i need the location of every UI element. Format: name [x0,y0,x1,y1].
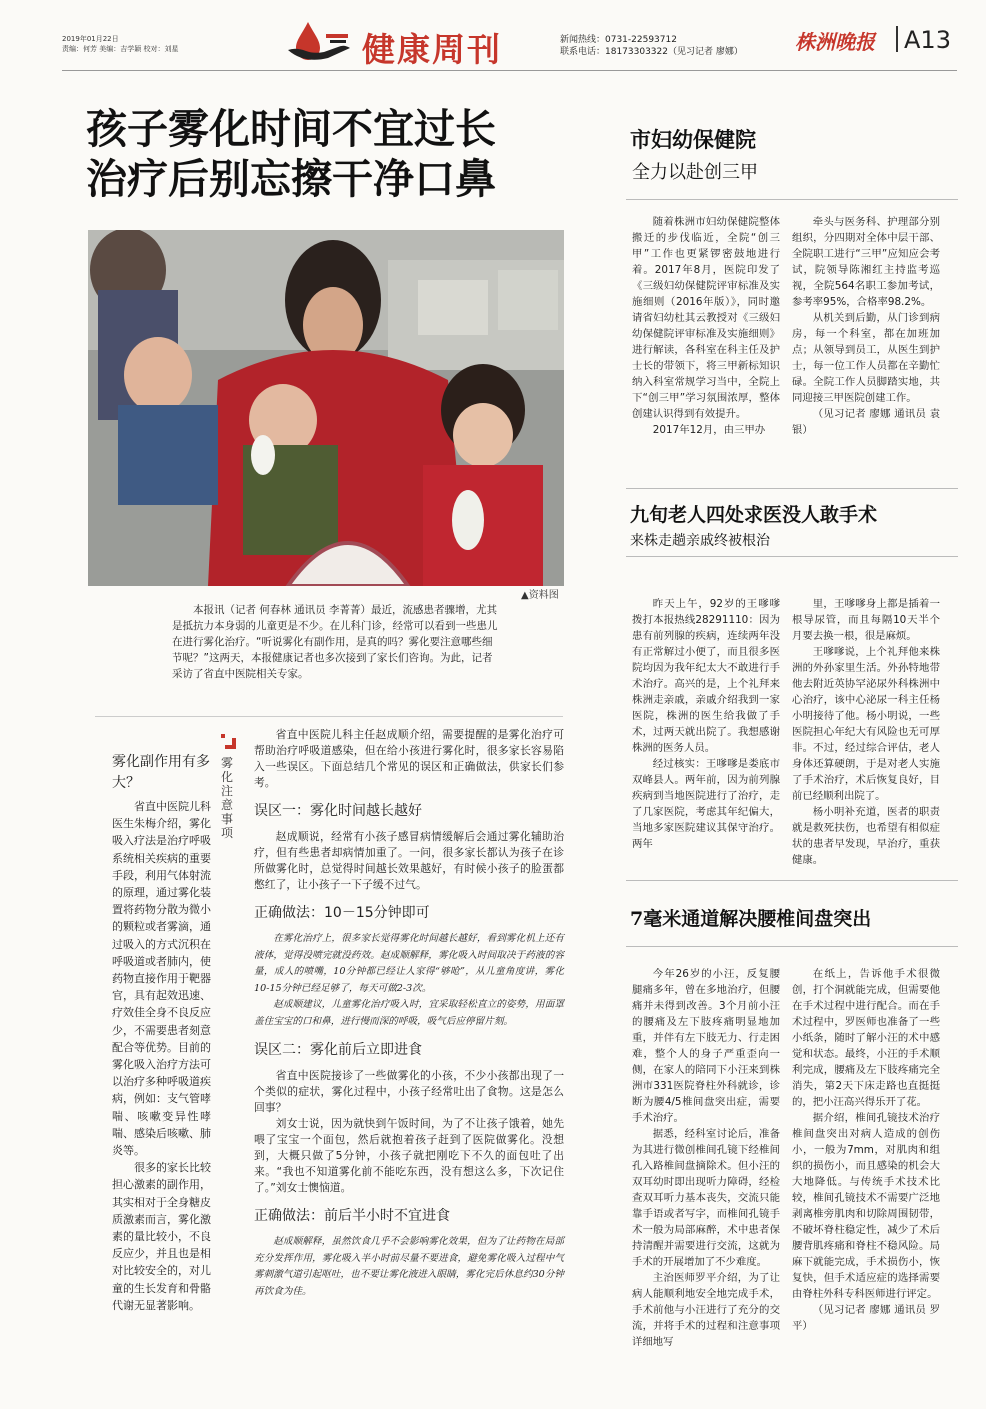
health-weekly-logo-icon [284,20,354,66]
headline-line-2: 治疗后别忘擦干净口鼻 [86,155,496,203]
right-article-1-col-2 [792,214,940,438]
photo-caption: ▲资料图 [521,590,559,601]
paragraph: 里，王嗲嗲身上都是插着一根导尿管，而且每隔10天半个月要去换一根，很是麻烦。 [792,598,940,642]
myth-1-title: 误区一：雾化时间越长越好 [254,803,422,819]
side-column-title: 雾化副作用有多大？ [112,754,210,791]
side-paragraph: 很多的家长比较担心激素的副作用，其实相对于全身糖皮质激素而言，雾化激素的量比较小，不良反应少，并且也是相对比较安全的，对儿童的生长发育和骨骼代谢无显著影响。 [112,1161,211,1312]
contact-line: 联系电话：18173303322（见习记者 廖娜） [560,47,743,57]
lead-divider [95,716,563,717]
paragraph: 据悉，经科室讨论后，准备为其进行微创椎间孔镜下经椎间孔入路椎间盘摘除术。但小汪的双耳幼时即出现听力障碍，经检查双耳听力基本丧失，交流只能靠手语或者写字，而椎间孔镜手术一般为局部麻醉，术中患者保持清醒并需要进行交流，这就为手术的开展增加了不少难度。 [632,1128,780,1268]
main-headline [86,104,586,204]
right-article-2-top-rule [626,488,958,489]
myth-2-title: 误区二：雾化前后立即进食 [254,1042,422,1058]
paragraph: 在纸上，告诉他手术很微创，打个洞就能完成，但需要他在手术过程中进行配合。而在手术过程中，罗医师也准备了一些小纸条，随时了解小汪的术中感觉和状态。最终，小汪的手术顺利完成，腰痛及左下肢疼痛完全消失，第2天下床走路也直挺挺的，把小汪高兴得乐开了花。 [792,968,940,1108]
editor-credits: 责编：何芳 美编：吉学颖 校对：刘星 [62,45,179,53]
correct-1-paragraph: 赵成顺建议，儿童雾化治疗吸入时，宜采取轻松直立的姿势，用面罩盖住宝宝的口和鼻，进行慢而深的呼吸，吸气后应停留片刻。 [254,999,564,1027]
main-column [254,727,564,1300]
right-article-1-rule [626,199,958,200]
paragraph: 随着株洲市妇幼保健院整体搬迁的步伐临近，全院“创三甲”工作也更紧锣密鼓地进行着。2017年8月，医院印发了《三级妇幼保健院评审标准及实施细则（2016年版）》，同时邀请省妇幼杜其云教授对《三级妇幼保健院评审标准及实施细则》进行解读，各科室在科主任及护士长的带领下，将三甲新标知识纳入科室常规学习当中，全院上下“创三甲”学习氛围浓厚，整体创建认识得到有效提升。 [632,216,780,420]
tips-label: 雾化注意事项 [221,756,234,840]
right-article-3-col-2 [792,966,940,1334]
myth-2-paragraph: 刘女士说，因为就快到午饭时间，为了不让孩子饿着，她先喂了宝宝一个面包，然后就抱着孩子赶到了医院做雾化。没想到，大概只做了5分钟，小孩子就把刚吃下不久的面包吐了出来。“我也不知道雾化前不能吃东西，没有想这么多，下次记住了。”刘女士懊恼道。 [254,1117,564,1194]
correct-1-paragraph: 在雾化治疗上，很多家长觉得雾化时间越长越好，看到雾化机上还有液体，觉得没喷完就没药效。赵成顺解释，雾化吸入时间取决于药液的容量，成人的喷嘴，10分钟都已经让人家得“够呛”，从儿童角度讲，雾化10-15分钟已经足够了，每天可做2-3次。 [254,933,564,994]
myth-2-paragraph: 省直中医院接诊了一些做雾化的小孩，不少小孩都出现了一个类似的症状，雾化过程中，小孩子经常吐出了食物。这是怎么回事？ [254,1069,564,1114]
section-name: 健康周刊 [362,30,502,69]
right-article-3-title: 7毫米通道解决腰椎间盘突出 [630,908,872,930]
right-article-3-col-1 [632,966,780,1350]
hotline-block [560,34,743,58]
side-paragraph: 省直中医院儿科医生朱梅介绍，雾化吸入疗法是治疗呼吸系统相关疾病的重要手段，利用气体射流的原理，通过雾化装置将药物分散为微小的颗粒或者雾滴，通过吸入的方式沉积在呼吸道或者肺内，使药物直接作用于靶器官，具有起效迅速、疗效佳全身不良反应少，不需要患者刻意配合等优势。目前的雾化吸入治疗方法可以治疗多种呼吸道疾病，例如：支气管哮喘、咳嗽变异性哮喘、感染后咳嗽、肺炎等。 [112,800,211,1158]
right-article-2-rule [626,556,958,557]
right-article-3-rule [626,946,958,947]
intro-paragraph: 省直中医院儿科主任赵成顺介绍，需要提醒的是雾化治疗可帮助治疗呼吸道感染，但在给小孩进行雾化时，很多家长容易陷入一些误区。下面总结几个常见的误区和正确做法，供家长们参考。 [254,728,564,789]
right-article-3-top-rule [626,880,958,881]
paragraph: 牵头与医务科、护理部分别组织，分四期对全体中层干部、全院职工进行“三甲”应知应会考试，院领导陈湘红主持监考巡视，全院564名职工参加考试，参考率95%，合格率98.2%。 [792,216,940,308]
header-divider [896,26,898,52]
paragraph: 王嗲嗲说，上个礼拜他来株洲的外孙家里生活。外孙特地带他去附近英协罕泌尿外科株洲中心治疗，该中心泌尿一科主任杨小明接待了他。杨小明说，一些医院担心年纪大有风险也无可厚非。不过，经过综合评估，老人身体还算硬朗，于是对老人实施了手术治疗，术后恢复良好，目前已经顺利出院了。 [792,646,940,802]
page-number: A13 [904,26,951,54]
paragraph: 杨小明补充道，医者的职责就是救死扶伤，也希望有相似症状的患者早发现，早治疗，重获健康。 [792,806,940,866]
issue-meta [62,34,178,54]
correct-1-title: 正确做法：10－15分钟即可 [254,905,430,921]
issue-date: 2019年01月22日 [62,35,119,43]
nebulizer-children-photo [88,230,564,586]
correct-2-body: 赵成顺解释，虽然饮食几乎不会影响雾化效果，但为了让药物在局部充分发挥作用，雾化吸入半小时前尽量不要进食，避免雾化吸入过程中气雾刺激气道引起呕吐，也不要让雾化液进入眼睛，雾化完后休息约30分钟再饮食为佳。 [254,1236,564,1297]
paragraph: 经过核实：王嗲嗲是娄底市双峰县人。两年前，因为前列腺疾病到当地医院进行了治疗，走了几家医院，考虑其年纪偏大，当地多家医院建议其保守治疗。两年 [632,758,780,850]
correct-2-title: 正确做法：前后半小时不宜进食 [254,1208,450,1224]
right-article-1-title: 市妇幼保健院 [630,127,756,152]
right-article-1-subtitle: 全力以赴创三甲 [632,162,758,183]
right-article-2-title: 九旬老人四处求医没人敢手术 [630,504,878,526]
byline: （见习记者 廖娜 通讯员 袁银） [792,408,940,436]
header-rule [62,70,957,71]
paragraph: 今年26岁的小汪，反复腰腿痛多年，曾在多地治疗，但腰痛并未得到改善。3个月前小汪的腰痛及左下肢疼痛明显地加重，并伴有左下肢无力、行走困难，整个人的身子严重歪向一侧，在家人的陪同下小汪来到株洲市331医院脊柱外科就诊，诊断为腰4/5椎间盘突出症，需要手术治疗。 [632,968,780,1124]
right-article-2-col-2 [792,596,940,868]
headline-line-1: 孩子雾化时间不宜过长 [86,105,496,153]
paragraph: 昨天上午，92岁的王嗲嗲拨打本报热线28291110：因为患有前列腺的疾病，连续两年没有正常解过小便了，而且很多医院均因为我年纪太大不敢进行手术治疗。高兴的是，上个礼拜来株洲走亲戚，亲戚介绍我到一家医院，株洲的医生给我做了手术，过两天就出院了。我想感谢株洲的医务人员。 [632,598,780,754]
paragraph: 2017年12月，由三甲办 [652,424,766,436]
paragraph: 据介绍，椎间孔镜技术治疗椎间盘突出对病人造成的创伤小，一般为7mm，对肌肉和组织的损伤小，而且感染的机会大大地降低。与传统手术技术比较，椎间孔镜技术不需要广泛地剥离椎旁肌肉和切除周围韧带，不破坏脊柱稳定性，减少了术后腰背肌疼痛和脊柱不稳风险。局麻下就能完成，手术损伤小，恢复快，但手术适应症的选择需要由脊柱外科专科医师进行评定。 [792,1112,940,1300]
newspaper-masthead: 株洲晚报 [795,30,875,54]
arrow-down-right-icon [220,733,238,751]
hotline-line: 新闻热线：0731-22593712 [560,35,677,45]
right-article-1-col-1 [632,214,780,438]
paragraph: 从机关到后勤，从门诊到病房，每一个科室，都在加班加点；从领导到员工，从医生到护士，每一位工作人员都在辛勤忙碌。全院工作人员脚踏实地，共同迎接三甲医院创建工作。 [792,312,940,404]
right-article-2-subtitle: 来株走趟亲戚终被根治 [630,533,770,549]
myth-1-body: 赵成顺说，经常有小孩子感冒病情缓解后会通过雾化辅助治疗，但有些患者却病情加重了。一问，很多家长都认为孩子在诊所做雾化时，总觉得时间越长效果越好，有时候小孩子的脸蛋都憋红了，让小孩子一下子缓不过气。 [254,830,564,891]
right-article-2-col-1 [632,596,780,852]
article-lead: 本报讯（记者 何春林 通讯员 李菁菁）最近，流感患者骤增，尤其是抵抗力本身弱的儿童更是不少。在儿科门诊，经常可以看到一些患儿在进行雾化治疗。“听说雾化有副作用，是真的吗？雾化要注意哪些细节呢？”这两天，本报健康记者也多次接到了家长们咨询。为此，记者采访了省直中医院相关专家。 [172,604,498,680]
byline: （见习记者 廖娜 通讯员 罗平） [792,1304,940,1332]
side-column-body [112,798,211,1314]
paragraph: 主治医师罗平介绍，为了让病人能顺利地安全地完成手术，手术前他与小汪进行了充分的交流，并将手术的过程和注意事项详细地写 [632,1272,780,1348]
